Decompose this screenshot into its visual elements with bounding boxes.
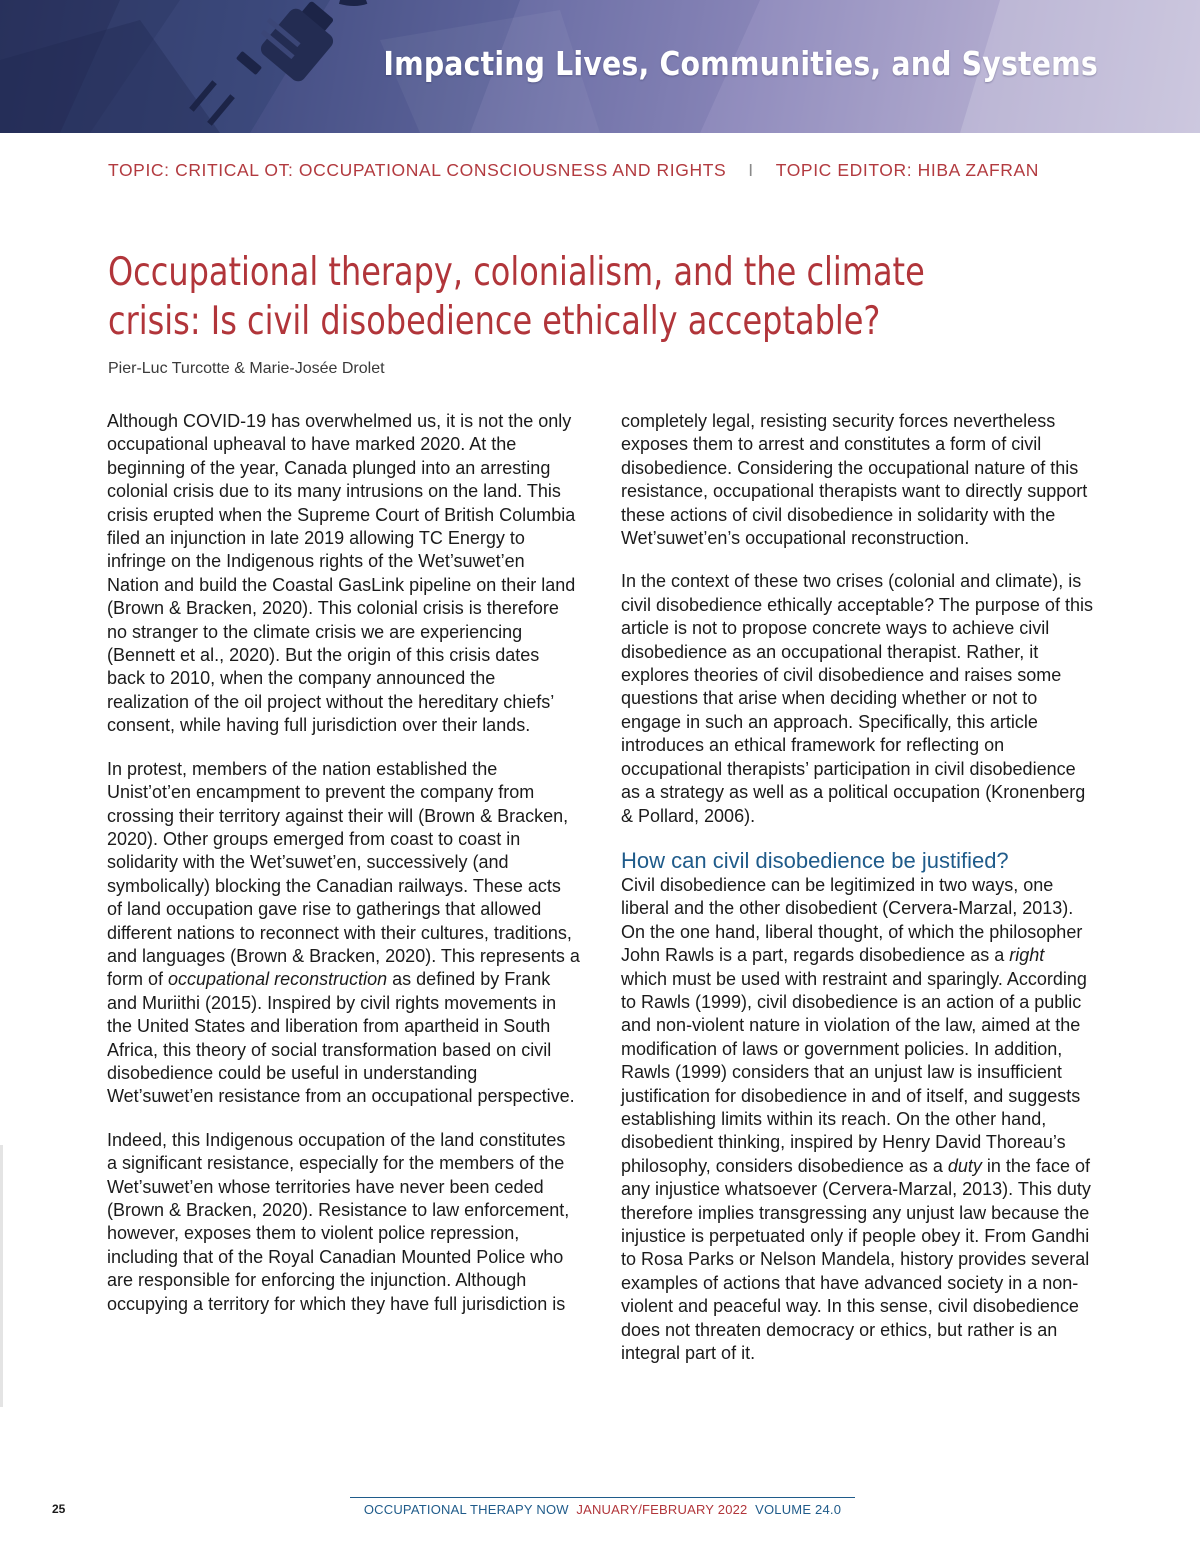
topic-line — [108, 160, 1093, 181]
paragraph: Civil disobedience can be legitimized in two ways, one liberal and the other disobedient (Cervera-Marzal, 2013). On the one hand, liberal thought, of which the philosopher John Rawls is a part, regards disobedience as a right which must be used with restraint and sparingly. According to Rawls (1999), civil disobedience is an action of a public and non-violent nature in violation of the law, aimed at the modification of laws or government policies. In addition, Rawls (1999) considers that an unjust law is insufficient justification for disobedience in and of itself, and suggests establishing limits within its reach. On the other hand, disobedient thinking, inspired by Henry David Thoreau’s philosophy, considers disobedience as a duty in the face of any injustice whatsoever (Cervera-Marzal, 2013). This duty therefore implies transgressing any unjust law because the injustice is perpetuated only if people obey it. From Gandhi to Rosa Parks or Nelson Mandela, history provides several examples of actions that have advanced society in a non-violent and peaceful way. In this sense, civil disobedience does not threaten democracy or ethics, but rather is an integral part of it. — [621, 874, 1091, 1364]
banner-title: Impacting Lives, Communities, and Systems — [383, 44, 1098, 83]
paragraph: In protest, members of the nation established the Unist’ot’en encampment to prevent the company from crossing their territory against their will (Brown & Bracken, 2020). Other groups emerged from coast to coast in solidarity with the Wet’suwet’en, successively (and symbolically) blocking the Canadian railways. These acts of land occupation gave rise to gatherings that allowed different nations to reconnect with their cultures, traditions, and languages (Brown & Bracken, 2020). This represents a form of occupational reconstruction as defined by Frank and Muriithi (2015). Inspired by civil rights movements in the United States and liberation from apartheid in South Africa, this theory of social transformation based on civil disobedience could be useful in understanding Wet’suwet’en resistance from an occupational perspective. — [107, 758, 580, 1107]
topic-editor: TOPIC EDITOR: HIBA ZAFRAN — [775, 160, 1040, 180]
footer — [350, 1497, 855, 1517]
body-column-right — [621, 410, 1094, 1385]
paragraph: Although COVID-19 has overwhelmed us, it is not the only occupational upheaval to have marked 2020. At the beginning of the year, Canada plunged into an arresting colonial crisis due to its many intrusions on the land. This crisis erupted when the Supreme Court of British Columbia filed an injunction in late 2019 allowing TC Energy to infringe on the Indigenous rights of the Wet’suwet’en Nation and build the Coastal GasLink pipeline on their land (Brown & Bracken, 2020). This colonial crisis is therefore no stranger to the climate crisis we are experiencing (Bennett et al., 2020). But the origin of this crisis dates back to 2010, when the company announced the realization of the oil project without the hereditary chiefs’ consent, while having full jurisdiction over their lands. — [107, 411, 576, 736]
article-authors: Pier-Luc Turcotte & Marie-Josée Drolet — [108, 360, 385, 377]
paragraph: In the context of these two crises (colonial and climate), is civil disobedience ethically acceptable? The purpose of this article is not to propose concrete ways to achieve civil disobedience as an occupational therapist. Rather, it explores theories of civil disobedience and raises some questions that arise when deciding whether or not to engage in such an approach. Specifically, this article introduces an ethical framework for reflecting on occupational therapists’ participation in civil disobedience as a strategy as well as a political occupation (Kronenberg & Pollard, 2006). — [621, 571, 1093, 826]
emphasis-text: duty — [947, 1155, 982, 1176]
emphasis-text: right — [1009, 945, 1045, 966]
margin-rule — [0, 1145, 3, 1407]
body-column-left — [107, 410, 580, 1336]
topic-separator: I — [748, 160, 754, 180]
paragraph: completely legal, resisting security forces nevertheless exposes them to arrest and constitutes a form of civil disobedience. Considering the occupational nature of this resistance, occupational therapists want to directly support these actions of civil disobedience in solidarity with the Wet’suwet’en’s occupational reconstruction. — [621, 411, 1088, 549]
emphasis-text: occupational reconstruction — [168, 969, 388, 990]
header-banner — [0, 0, 1200, 133]
page-number: 25 — [52, 1502, 66, 1516]
footer-date: JANUARY/FEBRUARY 2022 — [576, 1502, 748, 1517]
footer-volume: VOLUME 24.0 — [755, 1502, 842, 1517]
topic-label: TOPIC: CRITICAL OT: OCCUPATIONAL CONSCIOUSNESS AND RIGHTS — [108, 160, 727, 180]
article-title: Occupational therapy, colonialism, and the climate crisis: Is civil disobedience ethically acceptable? — [108, 250, 925, 344]
section-heading: How can civil disobedience be justified? — [621, 847, 1009, 873]
footer-publication: OCCUPATIONAL THERAPY NOW — [363, 1502, 569, 1517]
paragraph: Indeed, this Indigenous occupation of the land constitutes a significant resistance, especially for the members of the Wet’suwet’en whose territories have never been ceded (Brown & Bracken, 2020). Resistance to law enforcement, however, exposes them to violent police repression, including that of the Royal Canadian Mounted Police who are responsible for enforcing the injunction. Although occupying a territory for which they have full jurisdiction is — [107, 1129, 570, 1314]
